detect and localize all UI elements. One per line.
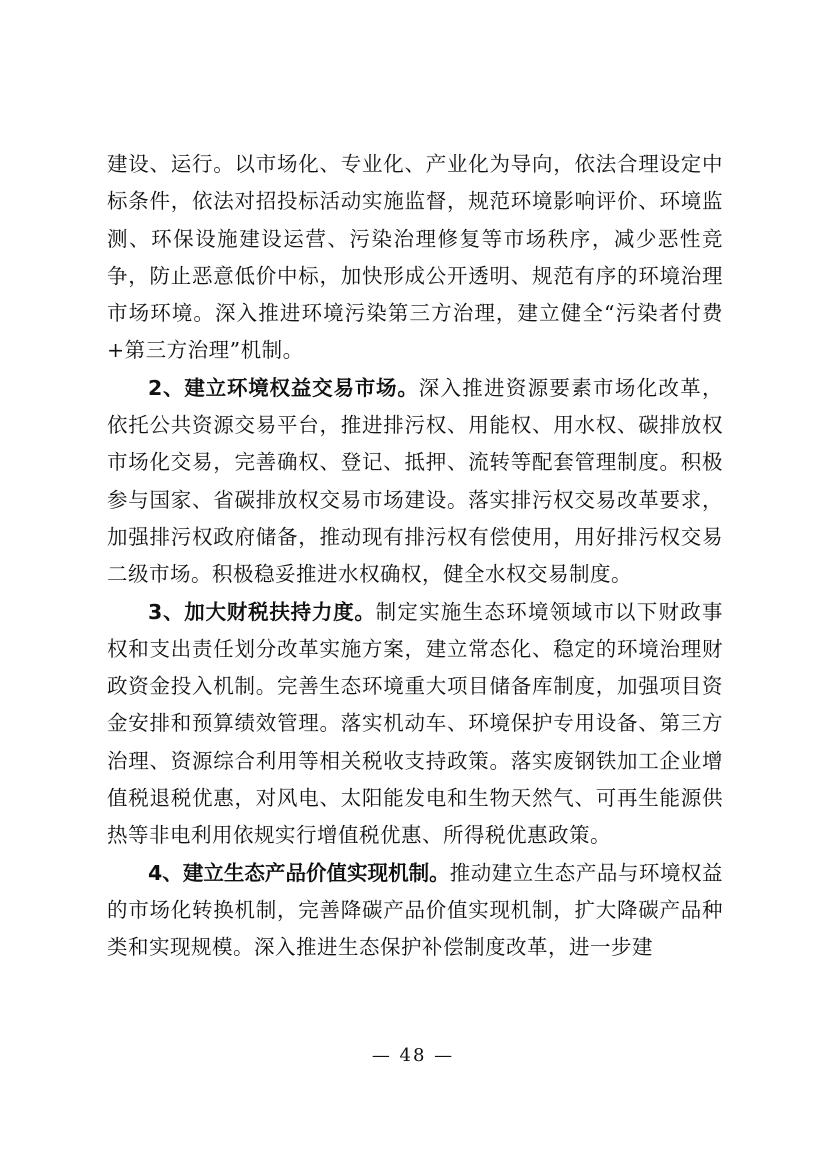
section-heading: 2、建立环境权益交易市场。 — [148, 375, 419, 400]
paragraph-eco-product-value — [107, 855, 723, 967]
paragraph-text: 推动建立生态产品与环境权益的市场化转换机制，完善降碳产品价值实现机制，扩大降碳产品种类和实现规模。深入推进生态保护补偿制度改革，进一步建 — [107, 860, 723, 960]
paragraph-fiscal-tax-support — [107, 594, 723, 855]
section-heading: 4、建立生态产品价值实现机制。 — [148, 860, 450, 885]
paragraph-continuation — [107, 146, 723, 370]
paragraph-text: 制定实施生态环境领域市以下财政事权和支出责任划分改革实施方案，建立常态化、稳定的环境治理财政资金投入机制。完善生态环境重大项目储备库制度，加强项目资金安排和预算绩效管理。落实机动车、环境保护专用设备、第三方治理、资源综合利用等相关税收支持政策。落实废钢铁加工企业增值税退税优惠，对风电、太阳能发电和生物天然气、可再生能源供热等非电利用依规实行增值税优惠、所得税优惠政策。 — [107, 599, 724, 848]
paragraph-text: 建设、运行。以市场化、专业化、产业化为导向，依法合理设定中标条件，依法对招投标活动实施监督，规范环境影响评价、环境监测、环保设施建设运营、污染治理修复等市场秩序，减少恶性竞争，防止恶意低价中标，加快形成公开透明、规范有序的环境治理市场环境。深入推进环境污染第三方治理，建立健全“污染者付费+第三方治理”机制。 — [107, 152, 723, 363]
page-number: — 48 — — [371, 1045, 455, 1066]
paragraph-text: 深入推进资源要素市场化改革，依托公共资源交易平台，推进排污权、用能权、用水权、碳排放权市场化交易，完善确权、登记、抵押、流转等配套管理制度。积极参与国家、省碳排放权交易市场建设。落实排污权交易改革要求，加强排污权政府储备，推动现有排污权有偿使用，用好排污权交易二级市场。积极稳妥推进水权确权，健全水权交易制度。 — [107, 375, 724, 587]
section-heading: 3、加大财税扶持力度。 — [148, 599, 376, 624]
paragraph-environmental-rights-market — [107, 370, 723, 594]
document-page — [107, 146, 723, 967]
